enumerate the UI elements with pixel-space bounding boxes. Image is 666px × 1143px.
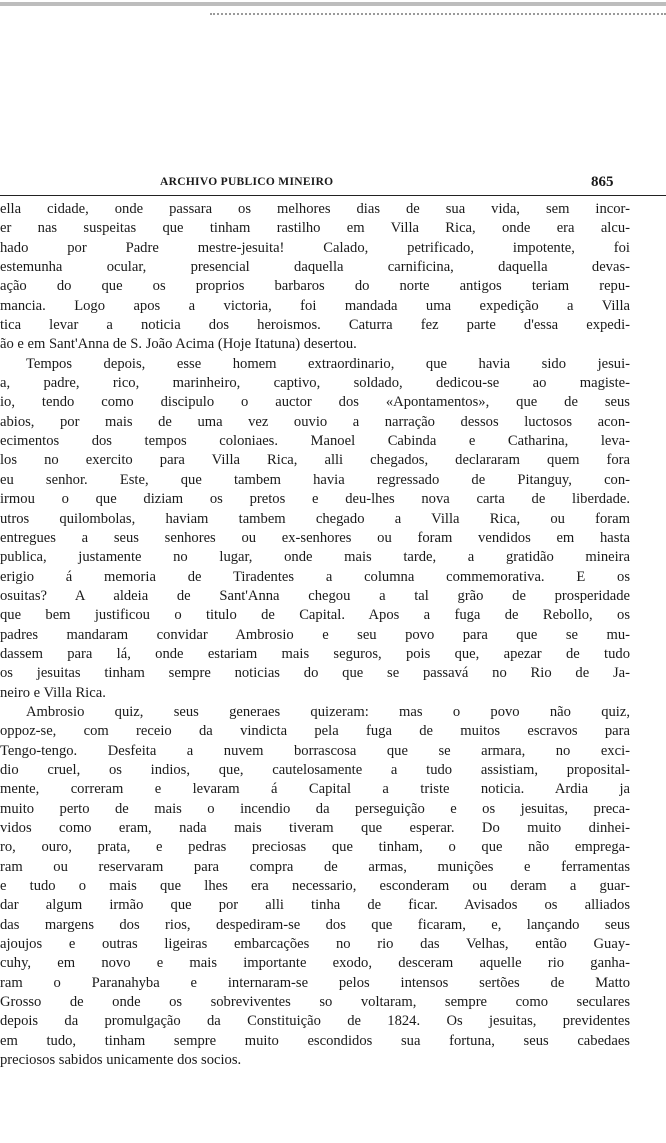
- text-line: ão e em Sant'Anna de S. João Acima (Hoje Itatuna) desertou.: [0, 336, 357, 353]
- header-rule: [0, 195, 666, 196]
- running-title: ARCHIVO PUBLICO MINEIRO: [160, 176, 334, 188]
- text-line: que bem justificou o titulo de Capital. Apos a fuga de Rebollo, os: [0, 607, 630, 624]
- scan-top-edge: [0, 2, 666, 6]
- text-line: Ambrosio quiz, seus generaes quizeram: mas o povo não quiz,: [26, 703, 630, 720]
- text-line: dassem para lá, onde estariam mais seguros, pois que, apezar de tudo: [0, 645, 630, 662]
- text-line: em tudo, tinham sempre muito escondidos sua fortuna, seus cabedaes: [0, 1032, 630, 1049]
- text-line: dio cruel, os indios, que, cautelosamente a tudo assistiam, proposital-: [0, 761, 630, 778]
- text-line: oppoz-se, com receio da vindicta pela fuga de muitos escravos para: [0, 723, 630, 740]
- text-line: vidos como eram, nada mais tiveram que esperar. Do muito dinhei-: [0, 820, 630, 836]
- text-line: e tudo o mais que lhes era necessario, esconderam ou deram a guar-: [0, 878, 630, 895]
- text-line: a, padre, rico, marinheiro, captivo, soldado, dedicou-se ao magiste-: [0, 375, 630, 392]
- text-line: hado por Padre mestre-jesuita! Calado, petrificado, impotente, foi: [0, 239, 630, 256]
- text-line: estemunha ocular, presencial daquella carnificina, daquella devas-: [0, 259, 630, 276]
- text-line: eu senhor. Este, que tambem havia regressado de Pitanguy, con-: [0, 471, 630, 488]
- text-line: er nas suspeitas que tinham rastilho em Villa Rica, onde era alcu-: [0, 220, 630, 237]
- text-line: mancia. Logo apos a victoria, foi mandada uma expedição a Villa: [0, 297, 630, 314]
- body-text: [0, 200, 666, 1070]
- text-line: ram ou reservaram para compra de armas, munições e ferramentas: [0, 858, 630, 875]
- text-line: preciosos sabidos unicamente dos socios.: [0, 1052, 242, 1069]
- text-line: ajoujos e outras ligeiras embarcações no rio das Velhas, então Guay-: [0, 936, 630, 953]
- text-line: abios, por mais de uma vez ouvio a narração dessos luctosos acon-: [0, 413, 630, 430]
- paragraph: [0, 355, 666, 703]
- text-line: ação do que os proprios barbaros do norte antigos teriam repu-: [0, 278, 630, 295]
- text-line: neiro e Villa Rica.: [0, 684, 106, 701]
- text-line: ram o Paranahyba e internaram-se pelos intensos sertões de Matto: [0, 974, 630, 991]
- text-line: os jesuitas tinham sempre noticias do que se passavá no Rio de Ja-: [0, 665, 630, 682]
- text-line: muito perto de mais o incendio da perseguição e os jesuitas, preca-: [0, 800, 630, 817]
- text-line: utros quilombolas, haviam tambem chegado a Villa Rica, ou foram: [0, 510, 630, 527]
- text-line: dar algum irmão que por alli tinha de ficar. Avisados os alliados: [0, 897, 630, 914]
- paragraph: [0, 200, 666, 355]
- text-line: Tengo-tengo. Desfeita a nuvem borrascosa que se armara, no exci-: [0, 742, 630, 759]
- page-header: [0, 174, 666, 194]
- text-line: osuitas? A aldeia de Sant'Anna chegou a tal grão de prosperidade: [0, 587, 630, 604]
- text-line: tica levar a noticia dos heroismos. Caturra fez parte d'essa expedi-: [0, 317, 630, 334]
- text-line: Tempos depois, esse homem extraordinario, que havia sido jesui-: [26, 355, 630, 372]
- text-line: padres mandaram convidar Ambrosio e seu povo para que se mu-: [0, 626, 630, 643]
- text-line: entregues a seus senhores ou ex-senhores ou foram vendidos em hasta: [0, 529, 630, 546]
- text-line: ro, ouro, prata, e pedras preciosas que tinham, o que não emprega-: [0, 839, 630, 856]
- text-line: ecimentos dos tempos coloniaes. Manoel Cabinda e Catharina, leva-: [0, 433, 630, 450]
- paragraph: [0, 703, 666, 1071]
- text-line: mente, correram e levaram á Capital a triste noticia. Ardia ja: [0, 781, 630, 798]
- text-line: depois da promulgação da Constituição de 1824. Os jesuitas, previdentes: [0, 1013, 630, 1030]
- text-line: publica, justamente no lugar, onde mais tarde, a gratidão mineira: [0, 549, 630, 566]
- scan-top-dotted-edge: [210, 13, 666, 17]
- text-line: irmou o que diziam os pretos e deu-lhes nova carta de liberdade.: [0, 491, 630, 508]
- text-line: ella cidade, onde passara os melhores dias de sua vida, sem incor-: [0, 201, 630, 217]
- page-number: 865: [591, 174, 614, 190]
- text-line: los no exercito para Villa Rica, alli chegados, declararam quem fora: [0, 452, 630, 469]
- text-line: erigio á memoria de Tiradentes a columna commemorativa. E os: [0, 568, 630, 585]
- text-line: das margens dos rios, despediram-se dos que ficaram, e, lançando seus: [0, 916, 630, 933]
- text-line: cuhy, em novo e mais importante exodo, desceram aquelle rio ganha-: [0, 955, 630, 972]
- text-line: Grosso de onde os sobreviventes so voltaram, sempre como seculares: [0, 994, 630, 1011]
- text-line: io, tendo como discipulo o auctor dos «Apontamentos», que de seus: [0, 394, 630, 411]
